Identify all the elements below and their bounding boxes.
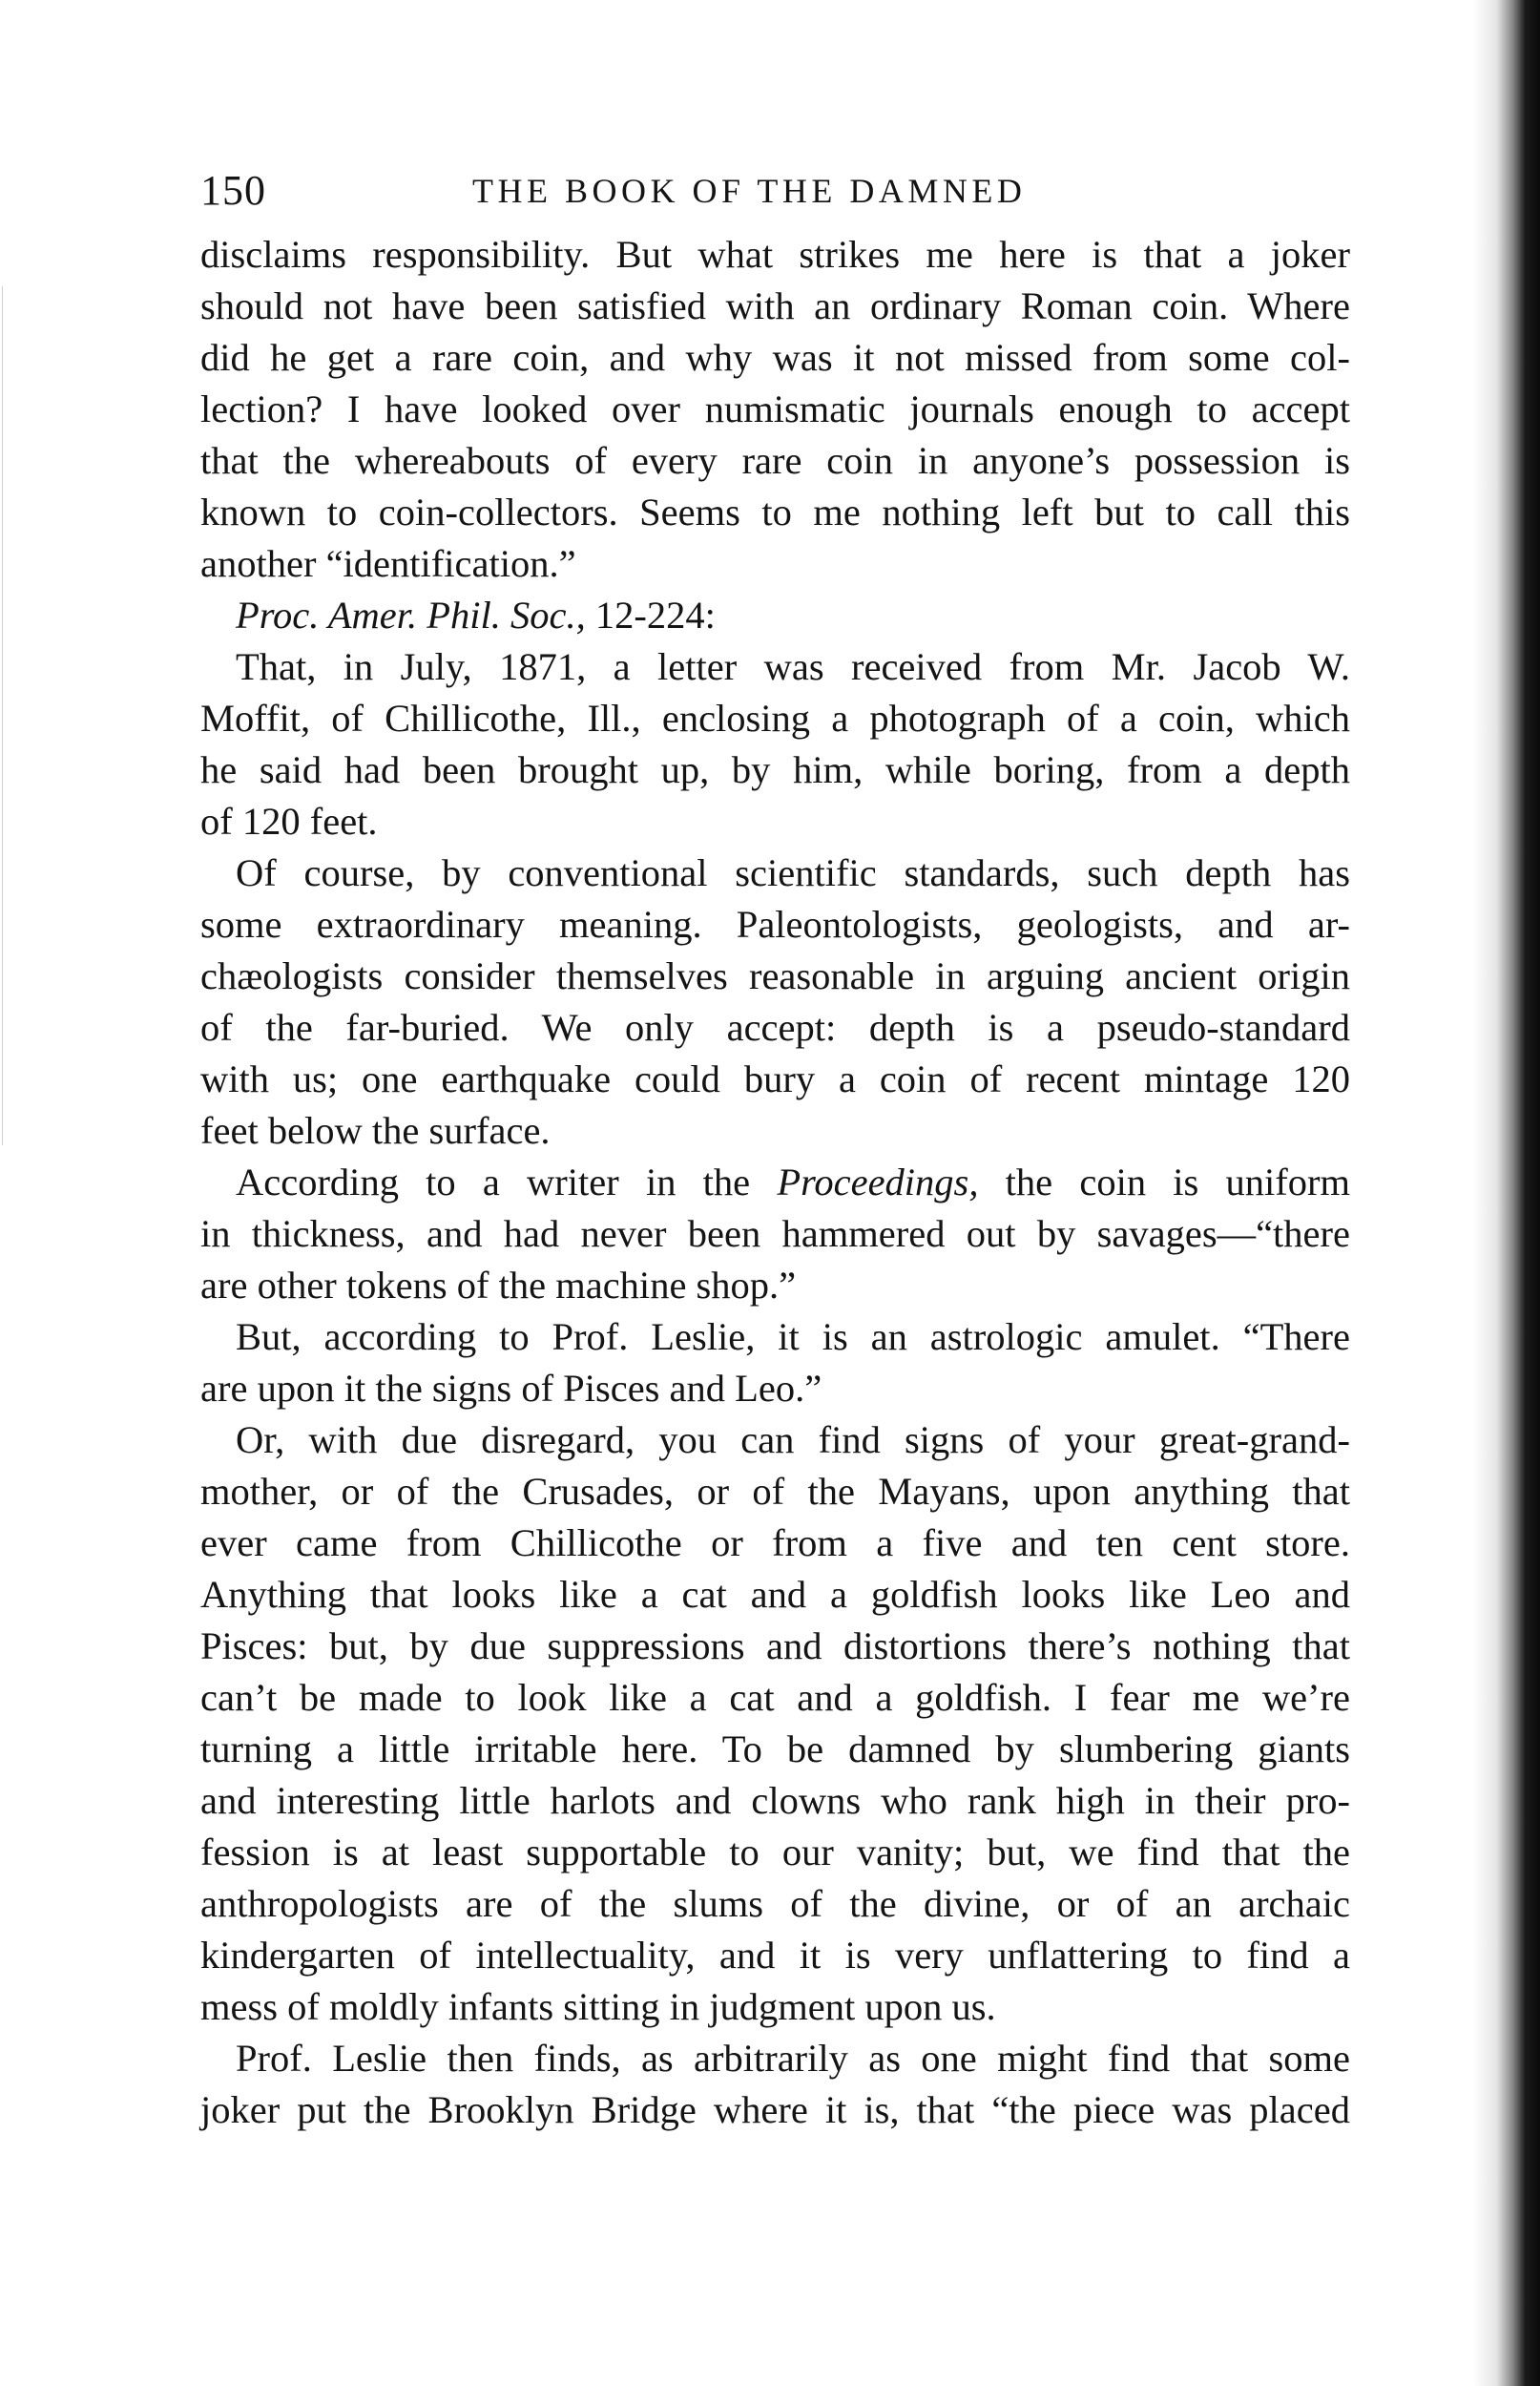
text-line: But, according to Prof. Leslie, it is an astrologic amulet. “There — [236, 1315, 1350, 1358]
text-fragment: According to a writer in the — [236, 1161, 778, 1203]
text-line: feet below the surface. — [200, 1109, 551, 1152]
text-line: should not have been satisfied with an ordinary Roman coin. Where — [200, 284, 1350, 327]
binding-shadow — [1473, 0, 1540, 2386]
citation-line — [200, 590, 1350, 641]
text-line: can’t be made to look like a cat and a goldfish. I fear me we’re — [200, 1676, 1350, 1719]
text-line: mother, or of the Crusades, or of the Mayans, upon anything that — [200, 1470, 1350, 1513]
text-line — [200, 1157, 1350, 1208]
text-line: that the whereabouts of every rare coin in anyone’s possession is — [200, 439, 1350, 482]
text-line: Anything that looks like a cat and a goldfish looks like Leo and — [200, 1573, 1350, 1616]
text-line: anthropologists are of the slums of the divine, or of an archaic — [200, 1882, 1350, 1925]
text-line: some extraordinary meaning. Paleontologists, geologists, and ar- — [200, 903, 1350, 946]
text-line: known to coin-collectors. Seems to me nothing left but to call this — [200, 491, 1350, 534]
text-line: Prof. Leslie then finds, as arbitrarily as one might find that some — [236, 2037, 1350, 2080]
text-line: turning a little irritable here. To be damned by slumbering giants — [200, 1727, 1350, 1770]
text-line: he said had been brought up, by him, while boring, from a depth — [200, 748, 1350, 791]
body-text — [200, 229, 1350, 2136]
page-number: 150 — [200, 167, 266, 214]
text-line: are upon it the signs of Pisces and Leo.” — [200, 1367, 822, 1410]
text-line: chæologists consider themselves reasonable in arguing ancient origin — [200, 954, 1350, 997]
text-line: mess of moldly infants sitting in judgment upon us. — [200, 1985, 996, 2028]
text-line: with us; one earthquake could bury a coin of recent mintage 120 — [200, 1057, 1350, 1100]
italic-title: Proceedings, — [777, 1161, 979, 1203]
text-line: fession is at least supportable to our vanity; but, we find that the — [200, 1831, 1350, 1873]
text-line: lection? I have looked over numismatic journals enough to accept — [200, 387, 1350, 430]
text-line: Of course, by conventional scientific standards, such depth has — [236, 851, 1350, 894]
text-line: of 120 feet. — [200, 800, 378, 843]
text-line: kindergarten of intellectuality, and it is very unflattering to find a — [200, 1934, 1350, 1977]
text-line: joker put the Brooklyn Bridge where it is, that “the piece was placed — [200, 2088, 1350, 2131]
running-header — [200, 162, 1355, 220]
text-line: disclaims responsibility. But what strikes me here is that a joker — [200, 233, 1350, 276]
citation-reference: 12-224: — [585, 594, 716, 637]
text-line: Or, with due disregard, you can find signs of your great-grand- — [236, 1418, 1350, 1461]
citation-source: Proc. Amer. Phil. Soc., — [236, 594, 586, 637]
text-line: of the far-buried. We only accept: depth is a pseudo-standard — [200, 1006, 1350, 1049]
text-line: ever came from Chillicothe or from a five and ten cent store. — [200, 1521, 1350, 1564]
text-line: Moffit, of Chillicothe, Ill., enclosing a photograph of a coin, which — [200, 697, 1350, 740]
text-line: are other tokens of the machine shop.” — [200, 1264, 797, 1307]
text-line: That, in July, 1871, a letter was received from Mr. Jacob W. — [236, 645, 1350, 688]
text-line: in thickness, and had never been hammered out by savages—“there — [200, 1212, 1350, 1255]
running-title: THE BOOK OF THE DAMNED — [472, 172, 1027, 210]
text-line: Pisces: but, by due suppressions and distortions there’s nothing that — [200, 1624, 1350, 1667]
text-line: did he get a rare coin, and why was it not missed from some col- — [200, 336, 1350, 379]
text-line: another “identification.” — [200, 542, 576, 585]
text-line: and interesting little harlots and clowns who rank high in their pro- — [200, 1779, 1350, 1822]
text-fragment: the coin is uniform — [978, 1161, 1350, 1203]
page-edge-line — [2, 286, 3, 1145]
